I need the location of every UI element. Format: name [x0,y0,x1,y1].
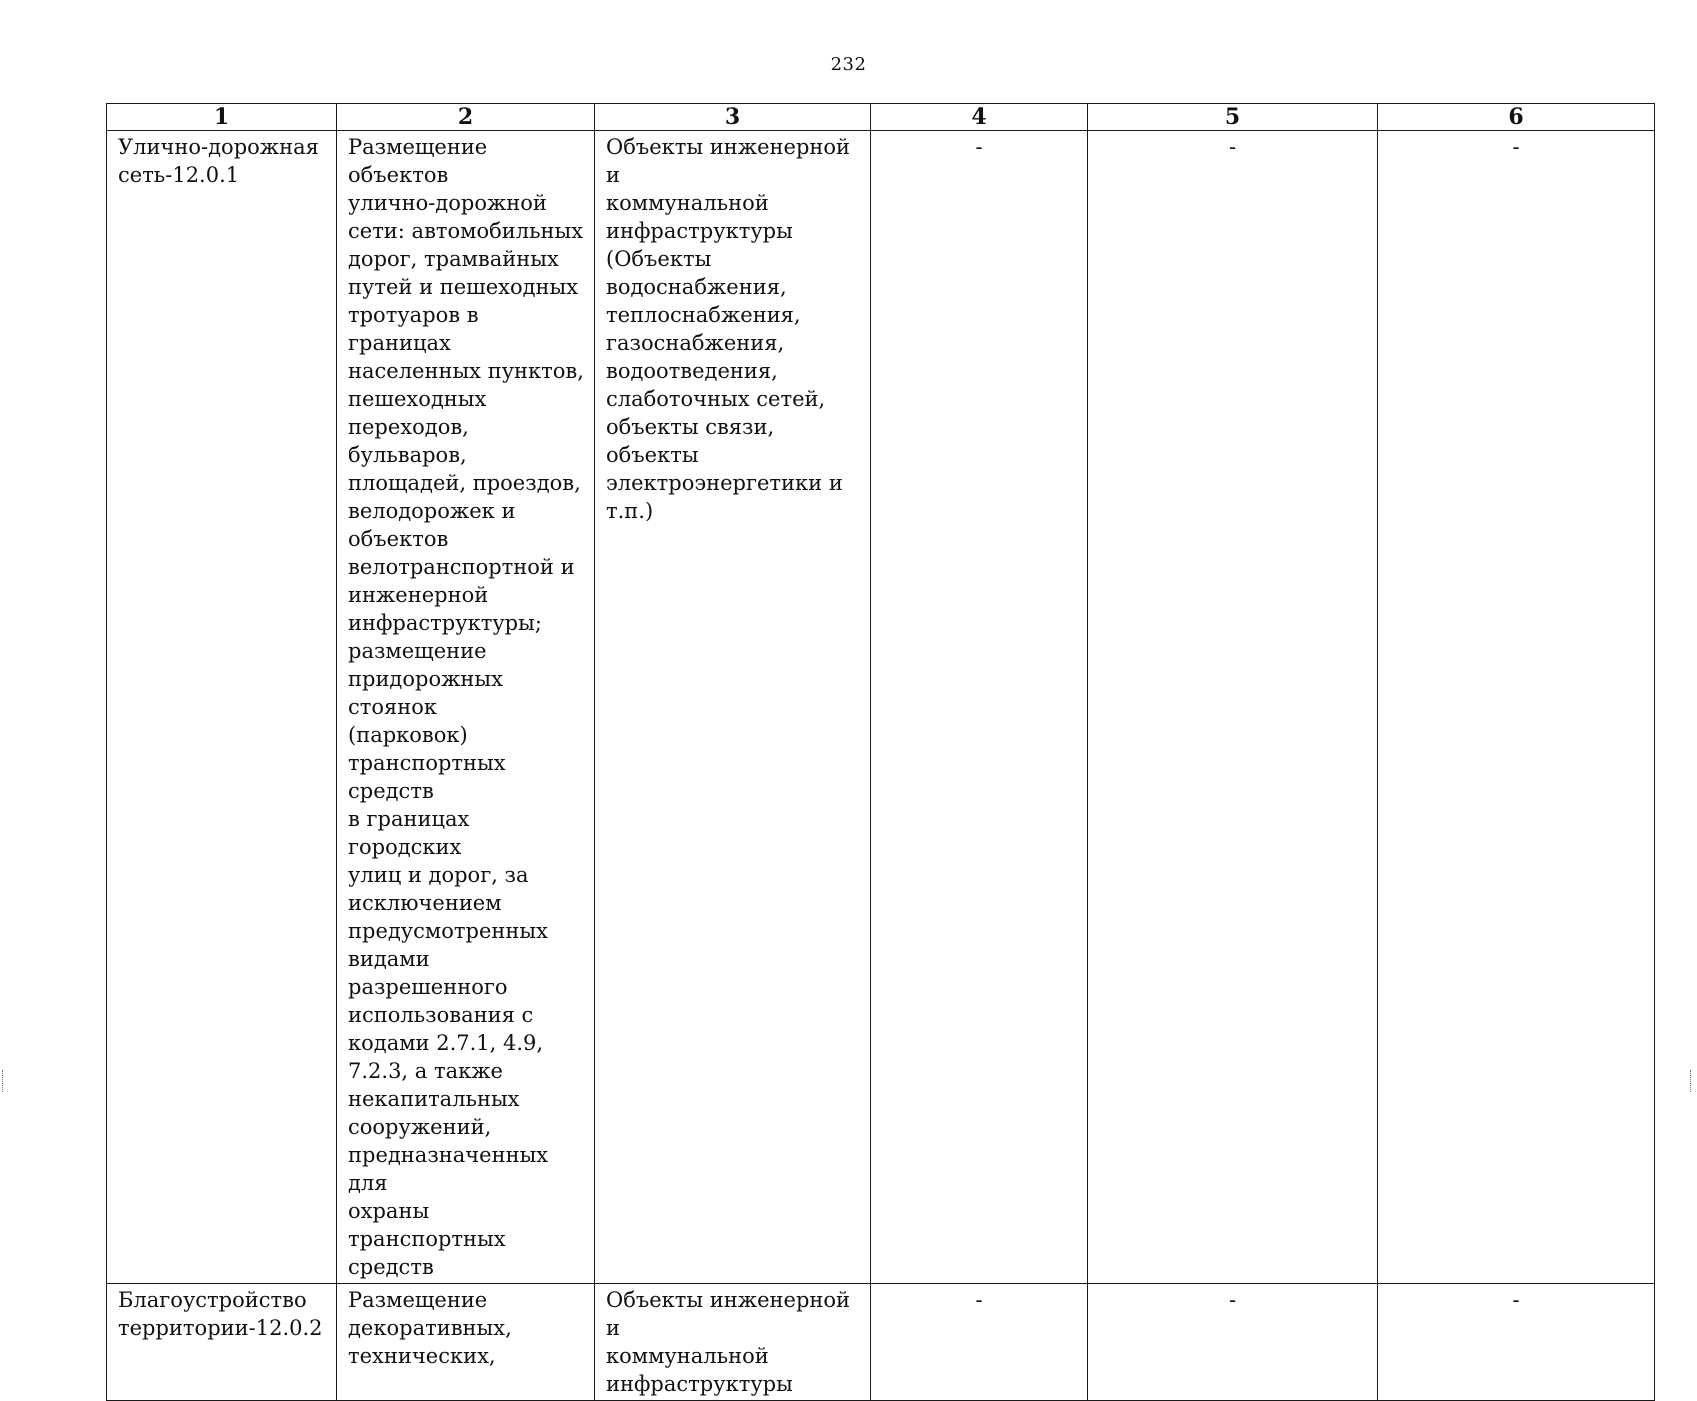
table-cell [107,131,337,1284]
column-header-3: 3 [595,104,871,131]
table-cell [1088,1284,1378,1401]
table-row [107,1284,1655,1401]
column-header-2: 2 [337,104,595,131]
table-cell [1378,131,1655,1284]
table-cell [1378,1284,1655,1401]
scan-edge-mark-right [1690,1070,1694,1092]
column-header-1: 1 [107,104,337,131]
empty-dash: - [1228,1288,1237,1312]
table-cell [871,1284,1088,1401]
table-row [107,131,1655,1284]
empty-dash: - [975,1288,983,1312]
table-cell [595,1284,871,1401]
table-header-row [107,104,1655,131]
column-header-6: 6 [1378,104,1655,131]
land-use-table [106,103,1655,1401]
use-description: Размещение объектов улично-дорожной сети: автомобильных дорог, трамвайных путей и пешеходных тротуаров в границах населенных пунктов, пешеходных переходов, бульваров, площадей, проездов, велодорожек и объектов велотранспортной и инженерной инфраструктуры; размещение придорожных стоянок (парковок) транспортных средств в границах городских улиц и дорог, за исключением предусмотренных видами разрешенного использования с кодами 2.7.1, 4.9, 7.2.3, а также некапитальных сооружений, предназначенных для охраны транспортных средств [348,135,584,1279]
empty-dash: - [975,135,983,159]
page-number: 232 [830,54,867,75]
auxiliary-objects: Объекты инженерной и коммунальной инфраструктуры (Объекты водоснабжения, теплоснабжения, газоснабжения, водоотведения, слаботочных сетей, объекты связи, объекты электроэнергетики и т.п.) [606,135,851,523]
table-cell [107,1284,337,1401]
empty-dash: - [1512,135,1520,159]
table-cell [337,1284,595,1401]
table-cell [871,131,1088,1284]
table-cell [337,131,595,1284]
use-type-name: Благоустройство территории-12.0.2 [118,1288,323,1340]
column-header-4: 4 [871,104,1088,131]
table-cell [1088,131,1378,1284]
table-cell [595,131,871,1284]
scan-edge-mark-left [2,1070,6,1092]
column-header-5: 5 [1088,104,1378,131]
empty-dash: - [1228,135,1237,159]
use-description: Размещение декоративных, технических, [348,1288,512,1368]
auxiliary-objects: Объекты инженерной и коммунальной инфраструктуры [606,1288,851,1396]
use-type-name: Улично-дорожная сеть-12.0.1 [118,135,319,187]
empty-dash: - [1512,1288,1520,1312]
